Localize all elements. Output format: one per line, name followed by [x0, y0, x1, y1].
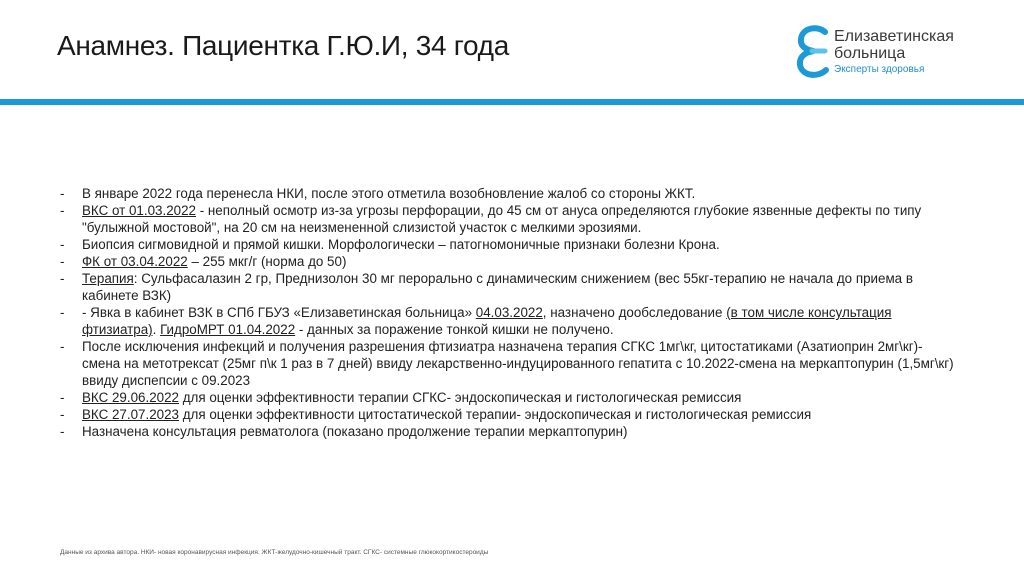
item-text: Биопсия сигмовидной и прямой кишки. Морфологически – патогномоничные признаки болезни Крона.	[82, 237, 720, 252]
item-text: - неполный осмотр из-за угрозы перфорации, до 45 см от ануса определяются глубокие язвенные дефекты по типу "булыжной мостовой", на 20 см на неизмененной слизистой участок с мелкими эрозиями.	[82, 203, 922, 235]
history-item	[60, 236, 960, 253]
item-label: ВКС от 01.03.2022	[82, 203, 196, 218]
history-item	[60, 253, 960, 270]
item-text: : Сульфасалазин 2 гр, Преднизолон 30 мг перорально с динамическим снижением (вес 55кг-терапию не начала до приема в кабинете ВЗК)	[82, 271, 913, 303]
item-text: - Явка в кабинет ВЗК в СПб ГБУЗ «Елизаветинская больница»	[82, 305, 476, 320]
hospital-logo	[796, 23, 986, 83]
bullet-dash: -	[60, 203, 65, 218]
bullet-dash: -	[60, 271, 65, 286]
history-list	[60, 185, 960, 440]
bullet-dash: -	[60, 407, 65, 422]
item-label: ФК от 03.04.2022	[82, 254, 188, 269]
logo-line-1: Елизаветинская	[834, 28, 954, 45]
item-text: для оценки эффективности терапии СГКС- эндоскопическая и гистологическая ремиссия	[179, 390, 742, 405]
item-label: ВКС 27.07.2023	[82, 407, 179, 422]
history-item	[60, 202, 960, 236]
history-item	[60, 270, 960, 304]
item-text: , назначено дообследование	[542, 305, 727, 320]
slide-title: Анамнез. Пациентка Г.Ю.И, 34 года	[57, 30, 509, 61]
logo-tagline: Эксперты здоровья	[834, 64, 925, 75]
item-label: Терапия	[82, 271, 134, 286]
history-item	[60, 338, 960, 389]
item-text: .	[152, 322, 161, 337]
bullet-dash: -	[60, 339, 65, 354]
item-text: для оценки эффективности цитостатической терапии- эндоскопическая и гистологическая ремиссия	[179, 407, 812, 422]
item-label: ВКС 29.06.2022	[82, 390, 179, 405]
bullet-dash: -	[60, 237, 65, 252]
header-divider	[0, 99, 1024, 105]
logo-e-icon	[796, 23, 830, 79]
footnote: Данные из архива автора. НКИ- новая коронавирусная инфекция. ЖКТ-желудочно-кишечный тракт. СГКС- системные глюкокортикостероиды	[60, 549, 489, 556]
item-label: ГидроМРТ 01.04.2022	[160, 322, 296, 337]
bullet-dash: -	[60, 424, 65, 439]
bullet-dash: -	[60, 390, 65, 405]
item-text: После исключения инфекций и получения разрешения фтизиатра назначена терапия СГКС 1мг\кг, цитостатиками (Азатиоприн 2мг\кг)-смена на метотрексат (25мг п\к 1 раз в 7 дней) ввиду лекарственно-индуцированного гепатита с 10.2022-смена на меркаптопурин (1,5мг\кг) ввиду диспепсии с 09.2023	[82, 339, 954, 388]
history-item	[60, 423, 960, 440]
history-item	[60, 389, 960, 406]
logo-line-2: больница	[834, 45, 906, 62]
bullet-dash: -	[60, 305, 65, 320]
item-text: - данных за поражение тонкой кишки не получено.	[295, 322, 614, 337]
item-text: Назначена консультация ревматолога (показано продолжение терапии меркаптопурин)	[82, 424, 628, 439]
item-label: 04.03.2022	[475, 305, 543, 320]
history-item	[60, 185, 960, 202]
history-item	[60, 406, 960, 423]
item-link: (в том числе консультация фтизиатра)	[82, 305, 892, 337]
bullet-dash: -	[60, 254, 65, 269]
item-text: – 255 мкг/г (норма до 50)	[187, 254, 347, 269]
bullet-dash: -	[60, 186, 65, 201]
item-text: В январе 2022 года перенесла НКИ, после этого отметила возобновление жалоб со стороны ЖКТ.	[82, 186, 696, 201]
history-item	[60, 304, 960, 338]
